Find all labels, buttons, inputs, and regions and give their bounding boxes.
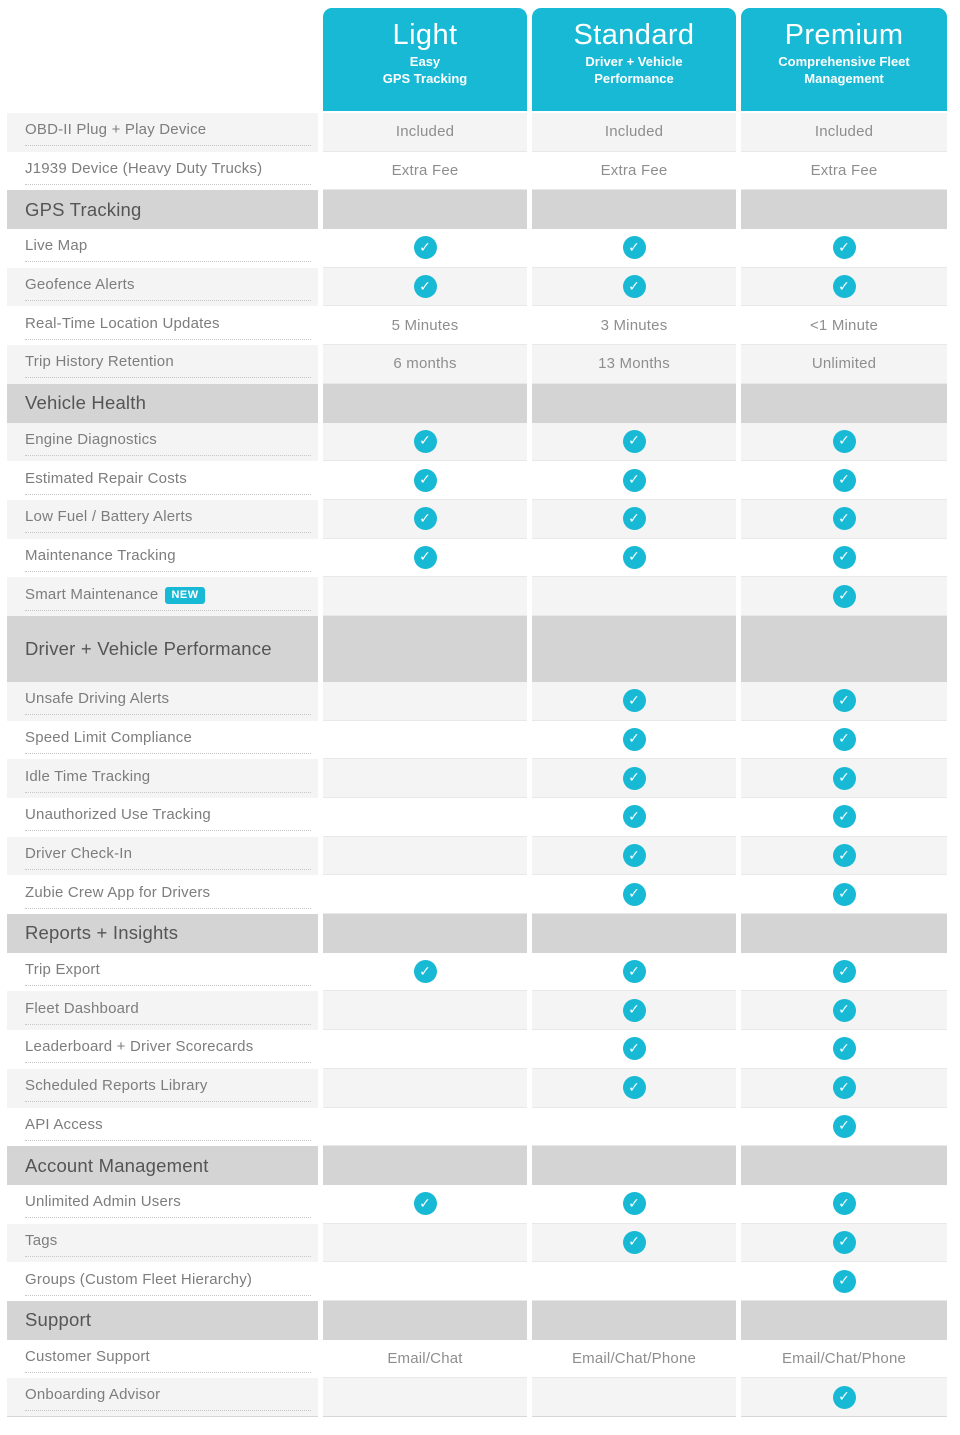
value-cell [741,1262,947,1301]
value-cell [532,229,736,268]
section-header-fill [741,914,947,953]
feature-label: Groups (Custom Fleet Hierarchy) [25,1270,253,1288]
section-header-fill [532,914,736,953]
check-icon: ✓ [833,1192,856,1215]
value-cell [323,991,527,1030]
value-text: Unlimited [811,355,877,373]
section-header-fill [532,384,736,423]
check-icon: ✓ [414,1192,437,1215]
value-cell [323,152,527,191]
value-cell [323,1224,527,1263]
value-text: 3 Minutes [600,316,668,334]
value-cell [741,953,947,992]
check-icon: ✓ [623,844,646,867]
value-cell [323,759,527,798]
value-cell [532,577,736,616]
section-header-row [7,384,318,423]
feature-label: Low Fuel / Battery Alerts [25,508,193,526]
value-cell [532,1185,736,1224]
plan-header-premium [741,8,947,113]
value-cell [532,1262,736,1301]
feature-label: Zubie Crew App for Drivers [25,883,211,901]
feature-label: Engine Diagnostics [25,430,158,448]
section-header-fill [741,190,947,229]
value-cell [532,539,736,578]
value-cell [741,306,947,345]
check-icon: ✓ [833,430,856,453]
check-icon: ✓ [833,1037,856,1060]
feature-label: Driver Check-In [25,845,133,863]
feature-label: Idle Time Tracking [25,767,151,785]
section-header-fill [532,1301,736,1340]
check-icon: ✓ [833,1076,856,1099]
value-cell [741,1185,947,1224]
plan-subtitle [585,54,682,88]
value-cell [532,759,736,798]
check-icon: ✓ [833,1270,856,1293]
section-header-fill [323,384,527,423]
feature-row-label-cell [7,798,318,837]
feature-label: Leaderboard + Driver Scorecards [25,1038,254,1056]
section-header-row [7,616,318,682]
value-cell [741,1108,947,1147]
value-cell [741,875,947,914]
value-cell [741,721,947,760]
value-cell [323,721,527,760]
feature-label: Trip Export [25,961,100,979]
value-text: Email/Chat [387,1349,463,1367]
value-cell [741,682,947,721]
feature-row-label-cell [7,1030,318,1069]
value-cell [323,577,527,616]
section-title: Driver + Vehicle Performance [25,637,272,659]
check-icon: ✓ [414,469,437,492]
feature-label: Unsafe Driving Alerts [25,690,170,708]
feature-row-label-cell [7,759,318,798]
check-icon: ✓ [833,767,856,790]
check-icon: ✓ [833,805,856,828]
check-icon: ✓ [833,1231,856,1254]
value-cell [323,423,527,462]
value-cell [741,759,947,798]
feature-row-label-cell [7,577,318,616]
feature-label: J1939 Device (Heavy Duty Trucks) [25,160,263,178]
value-cell [741,1069,947,1108]
value-text: 6 months [393,355,457,373]
value-cell [323,461,527,500]
plan-header-light [323,8,527,113]
feature-label: Scheduled Reports Library [25,1077,208,1095]
check-icon: ✓ [623,430,646,453]
section-header-row [7,1146,318,1185]
value-cell [741,991,947,1030]
feature-label: Fleet Dashboard [25,999,139,1017]
value-cell [532,1378,736,1417]
value-cell [323,500,527,539]
value-cell [741,152,947,191]
check-icon: ✓ [623,960,646,983]
section-title: Vehicle Health [25,392,147,414]
check-icon: ✓ [833,1115,856,1138]
section-header-fill [532,190,736,229]
plan-name: Premium [784,19,904,51]
value-cell [741,229,947,268]
feature-row-label-cell [7,423,318,462]
feature-label: Live Map [25,237,88,255]
plan-name: Standard [573,19,695,51]
feature-row-label-cell [7,500,318,539]
feature-label: Maintenance Tracking [25,546,176,564]
value-cell [532,268,736,307]
feature-row-label-cell [7,345,318,384]
check-icon: ✓ [833,689,856,712]
section-title: Reports + Insights [25,922,179,944]
feature-label: Onboarding Advisor [25,1386,161,1404]
new-badge: NEW [165,587,204,604]
feature-label: Unlimited Admin Users [25,1193,181,1211]
feature-row-label-cell [7,1340,318,1379]
feature-row-label-cell [7,1069,318,1108]
feature-row-label-cell [7,539,318,578]
value-cell [532,953,736,992]
plan-subtitle-line: Driver + Vehicle [585,54,683,70]
value-cell [532,152,736,191]
section-header-row [7,914,318,953]
section-header-fill [323,616,527,682]
value-cell [323,798,527,837]
check-icon: ✓ [833,844,856,867]
check-icon: ✓ [623,767,646,790]
plan-subtitle [778,54,910,88]
feature-row-label-cell [7,1185,318,1224]
value-cell [741,577,947,616]
value-cell [323,682,527,721]
value-cell [323,1340,527,1379]
check-icon: ✓ [623,1231,646,1254]
check-icon: ✓ [414,507,437,530]
value-cell [532,837,736,876]
feature-row-label-cell [7,1262,318,1301]
plan-header-standard [532,8,736,113]
check-icon: ✓ [833,236,856,259]
value-cell [741,268,947,307]
feature-label: Geofence Alerts [25,276,135,294]
value-cell [323,1185,527,1224]
value-text: <1 Minute [809,316,879,334]
value-text: Extra Fee [391,162,459,180]
check-icon: ✓ [833,585,856,608]
check-icon: ✓ [414,546,437,569]
value-cell [323,268,527,307]
value-text: Extra Fee [600,162,668,180]
feature-row-label-cell [7,1378,318,1417]
value-cell [741,1030,947,1069]
feature-row-label-cell [7,268,318,307]
check-icon: ✓ [833,469,856,492]
value-cell [741,1340,947,1379]
value-cell [741,1378,947,1417]
check-icon: ✓ [623,1037,646,1060]
section-header-row [7,1301,318,1340]
check-icon: ✓ [833,546,856,569]
value-cell [323,306,527,345]
value-cell [532,423,736,462]
feature-label: Trip History Retention [25,353,174,371]
value-cell [741,461,947,500]
section-header-fill [323,190,527,229]
feature-label: API Access [25,1115,103,1133]
value-cell [532,991,736,1030]
value-cell [323,1378,527,1417]
feature-row-label-cell [7,461,318,500]
feature-row-label-cell [7,1108,318,1147]
plan-subtitle-line: Performance [594,71,674,87]
plan-name: Light [392,19,458,51]
section-title: GPS Tracking [25,198,142,220]
check-icon: ✓ [623,546,646,569]
feature-label: OBD-II Plug + Play Device [25,121,207,139]
check-icon: ✓ [414,275,437,298]
value-text: 13 Months [598,355,670,373]
feature-label: Customer Support [25,1347,150,1365]
section-header-fill [323,1301,527,1340]
section-header-fill [741,1146,947,1185]
value-text: Included [395,123,455,141]
value-cell [323,539,527,578]
value-cell [323,1030,527,1069]
value-cell [741,837,947,876]
value-cell [323,113,527,152]
value-cell [532,345,736,384]
feature-label: Smart Maintenance [25,585,159,603]
check-icon: ✓ [623,236,646,259]
value-cell [532,798,736,837]
plan-subtitle-line: Easy [409,54,441,70]
section-header-fill [741,1301,947,1340]
feature-row-label-cell [7,953,318,992]
value-text: 5 Minutes [391,316,459,334]
feature-row-label-cell [7,229,318,268]
value-cell [532,682,736,721]
check-icon: ✓ [623,1192,646,1215]
value-cell [323,837,527,876]
feature-row-label-cell [7,837,318,876]
value-cell [741,1224,947,1263]
plan-subtitle [383,54,468,88]
plan-subtitle-line: Management [804,71,884,87]
value-cell [741,345,947,384]
feature-row-label-cell [7,1224,318,1263]
section-title: Account Management [25,1154,209,1176]
value-text: Included [604,123,664,141]
check-icon: ✓ [623,805,646,828]
value-cell [532,306,736,345]
feature-label: Tags [25,1231,58,1249]
value-text: Email/Chat/Phone [781,1349,907,1367]
value-cell [741,539,947,578]
value-cell [323,1069,527,1108]
value-cell [532,1224,736,1263]
value-cell [323,953,527,992]
check-icon: ✓ [623,507,646,530]
value-cell [532,1030,736,1069]
check-icon: ✓ [623,275,646,298]
value-cell [532,875,736,914]
value-cell [741,500,947,539]
feature-label: Estimated Repair Costs [25,469,187,487]
feature-row-label-cell [7,682,318,721]
feature-row-label-cell [7,113,318,152]
check-icon: ✓ [833,883,856,906]
feature-row-label-cell [7,152,318,191]
value-cell [323,345,527,384]
section-header-fill [323,914,527,953]
section-title: Support [25,1309,92,1331]
feature-label: Speed Limit Compliance [25,728,192,746]
section-header-row [7,190,318,229]
value-text: Email/Chat/Phone [571,1349,697,1367]
value-cell [323,1108,527,1147]
check-icon: ✓ [833,960,856,983]
value-cell [532,113,736,152]
value-cell [741,423,947,462]
value-cell [532,1108,736,1147]
header-empty-cell [7,8,318,113]
value-cell [323,875,527,914]
section-header-fill [323,1146,527,1185]
check-icon: ✓ [623,689,646,712]
value-cell [532,721,736,760]
feature-label: Real-Time Location Updates [25,314,220,332]
check-icon: ✓ [623,999,646,1022]
check-icon: ✓ [833,999,856,1022]
feature-label: Unauthorized Use Tracking [25,806,211,824]
feature-row-label-cell [7,991,318,1030]
check-icon: ✓ [623,469,646,492]
check-icon: ✓ [623,883,646,906]
section-header-fill [741,616,947,682]
check-icon: ✓ [833,275,856,298]
plan-subtitle-line: GPS Tracking [382,71,468,87]
check-icon: ✓ [414,430,437,453]
value-cell [323,229,527,268]
value-text: Included [814,123,874,141]
plan-subtitle-line: Comprehensive Fleet [778,54,910,70]
section-header-fill [741,384,947,423]
check-icon: ✓ [414,236,437,259]
value-cell [323,1262,527,1301]
feature-row-label-cell [7,306,318,345]
check-icon: ✓ [833,728,856,751]
value-cell [532,461,736,500]
check-icon: ✓ [623,728,646,751]
plan-comparison-table [7,8,947,1417]
value-cell [532,500,736,539]
value-cell [741,798,947,837]
value-text: Extra Fee [810,162,878,180]
feature-row-label-cell [7,875,318,914]
section-header-fill [532,1146,736,1185]
feature-row-label-cell [7,721,318,760]
check-icon: ✓ [833,1386,856,1409]
check-icon: ✓ [623,1076,646,1099]
section-header-fill [532,616,736,682]
check-icon: ✓ [833,507,856,530]
value-cell [532,1340,736,1379]
check-icon: ✓ [414,960,437,983]
value-cell [532,1069,736,1108]
value-cell [741,113,947,152]
